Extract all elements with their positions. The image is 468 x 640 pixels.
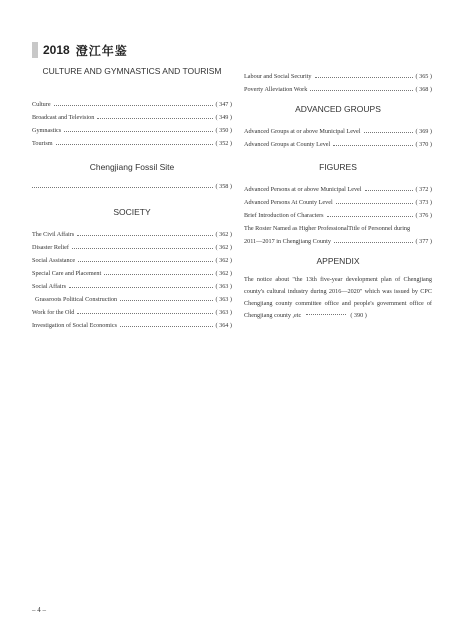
entry-title: Social Affairs (32, 283, 67, 290)
entry-page: ( 370 ) (415, 141, 432, 148)
toc-entry[interactable] (32, 293, 232, 303)
leader-dots (32, 187, 213, 188)
leader-dots (72, 248, 213, 249)
entry-page: ( 349 ) (215, 114, 232, 121)
entry-title: Poverty Alleviation Work (244, 86, 308, 93)
entry-page: ( 362 ) (215, 270, 232, 277)
toc-entry[interactable] (244, 196, 432, 206)
appendix-page: ( 390 ) (350, 312, 367, 319)
toc-entry[interactable] (32, 124, 232, 134)
entry-page: ( 376 ) (415, 212, 432, 219)
leader-dots (327, 216, 413, 217)
entry-page: ( 362 ) (215, 231, 232, 238)
entry-title: Advanced Groups at or above Municipal Level (244, 128, 361, 135)
leader-dots (77, 235, 212, 236)
entry-title: The Roster Named as Higher ProfessionalTitle of Personnel during (244, 225, 411, 232)
leader-dots (64, 131, 212, 132)
leader-dots (54, 105, 213, 106)
section-heading-society: SOCIETY (113, 207, 151, 217)
entry-title: Broadcast and Television (32, 114, 95, 121)
entry-page: ( 364 ) (215, 322, 232, 329)
toc-entry[interactable] (244, 235, 432, 245)
entry-title: Tourism (32, 140, 53, 147)
entry-page: ( 369 ) (415, 128, 432, 135)
entry-page: ( 363 ) (215, 296, 232, 303)
toc-entry[interactable] (32, 319, 232, 329)
leader-dots (334, 242, 413, 243)
header-year: 2018 (43, 43, 70, 57)
section-heading-fossil: Chengjiang Fossil Site (89, 162, 175, 172)
appendix-text: The notice about "the 13th five-year development plan of Chengjiang county's cultural industry during 2016—2020" which was issued by CPC Chengjiang county committee office and people's government office of Chengjiang county ,etc (244, 276, 432, 319)
entry-title: Advanced Persons At County Level (244, 199, 333, 206)
toc-entry[interactable] (32, 254, 232, 264)
leader-dots (364, 132, 413, 133)
leader-dots (315, 77, 413, 78)
entry-title: Grassroots Political Construction (35, 296, 118, 303)
yearbook-header (32, 42, 128, 58)
leader-dots (56, 144, 213, 145)
toc-entry[interactable] (244, 209, 432, 219)
leader-dots (77, 313, 212, 314)
entry-page: ( 377 ) (415, 238, 432, 245)
leader-dots (365, 190, 413, 191)
entry-title: Brief Introduction of Characters (244, 212, 324, 219)
toc-entry[interactable] (32, 111, 232, 121)
leader-dots (306, 314, 346, 315)
toc-entry[interactable] (244, 70, 432, 80)
entry-page: ( 363 ) (215, 283, 232, 290)
leader-dots (104, 274, 212, 275)
toc-entry[interactable] (244, 83, 432, 93)
leader-dots (120, 300, 212, 301)
entry-page: ( 368 ) (415, 86, 432, 93)
section-heading-appendix: APPENDIX (316, 256, 360, 266)
entry-page: ( 373 ) (415, 199, 432, 206)
entry-title: Investigation of Social Economics (32, 322, 118, 329)
toc-entry[interactable] (32, 306, 232, 316)
leader-dots (310, 90, 412, 91)
toc-entry[interactable] (32, 241, 232, 251)
entry-page: ( 372 ) (415, 186, 432, 193)
leader-dots (333, 145, 412, 146)
entry-title: Gymnastics (32, 127, 62, 134)
entry-title: Labour and Social Security (244, 73, 312, 80)
section-heading-figures: FIGURES (319, 162, 357, 172)
entry-page: ( 362 ) (215, 244, 232, 251)
toc-entry[interactable] (32, 228, 232, 238)
leader-dots (336, 203, 413, 204)
toc-entry[interactable] (32, 98, 232, 108)
toc-entry[interactable] (32, 137, 232, 147)
entry-title: Disaster Relief (32, 244, 69, 251)
header-title: 澄江年鉴 (75, 43, 128, 58)
entry-title: Social Assistance (32, 257, 76, 264)
page-number: – 4 – (32, 606, 46, 614)
toc-entry[interactable] (32, 267, 232, 277)
leader-dots (78, 261, 212, 262)
entry-page: ( 358 ) (215, 183, 232, 190)
entry-page: ( 362 ) (215, 257, 232, 264)
leader-dots (69, 287, 212, 288)
entry-page: ( 352 ) (215, 140, 232, 147)
section-heading-culture: CULTURE AND GYMNASTICS AND TOURISM (42, 66, 222, 76)
entry-page: ( 347 ) (215, 101, 232, 108)
entry-title: Special Care and Placement (32, 270, 102, 277)
entry-title: Work for the Old (32, 309, 75, 316)
leader-dots (97, 118, 212, 119)
toc-entry[interactable] (32, 180, 232, 190)
entry-title: The Civil Affairs (32, 231, 75, 238)
leader-dots (120, 326, 212, 327)
entry-page: ( 350 ) (215, 127, 232, 134)
entry-title: Advanced Groups at County Level (244, 141, 331, 148)
toc-entry[interactable] (244, 183, 432, 193)
section-heading-advanced-groups: ADVANCED GROUPS (295, 104, 381, 114)
toc-entry[interactable] (244, 125, 432, 135)
toc-entry[interactable] (32, 280, 232, 290)
entry-page: ( 365 ) (415, 73, 432, 80)
toc-entry-line[interactable] (244, 222, 432, 232)
toc-entry[interactable] (244, 138, 432, 148)
entry-page: ( 363 ) (215, 309, 232, 316)
entry-title: 2011—2017 in Chengjiang County (244, 238, 331, 245)
entry-title: Advanced Persons at or above Municipal Level (244, 186, 362, 193)
entry-title: Culture (32, 101, 51, 108)
header-accent-bar (32, 42, 38, 58)
appendix-entry[interactable] (244, 274, 432, 328)
